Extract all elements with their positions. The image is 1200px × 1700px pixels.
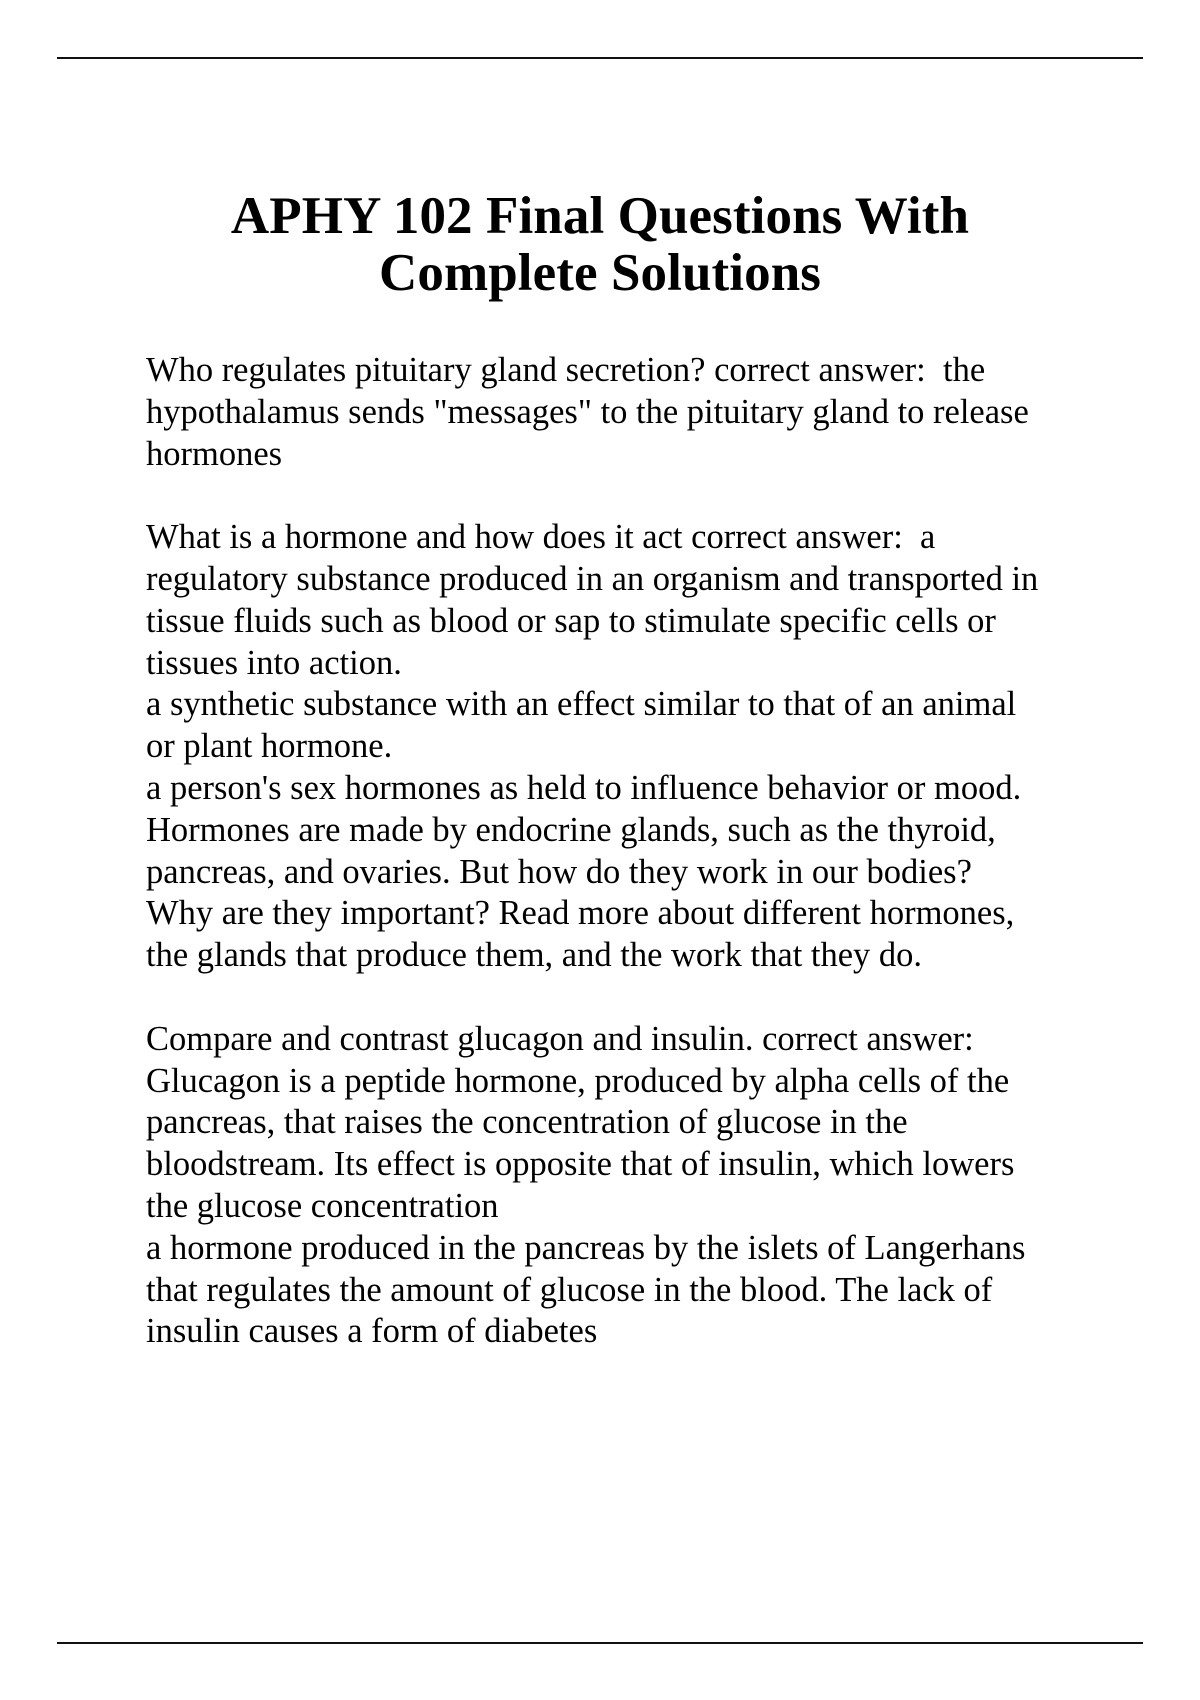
text-line: insulin causes a form of diabetes [146, 1312, 598, 1351]
text-line: Compare and contrast glucagon and insulin. correct answer: [146, 1019, 974, 1058]
document-body [146, 350, 1106, 1395]
qa-paragraph-hormone [146, 517, 1106, 977]
text-line: the glands that produce them, and the work that they do. [146, 936, 923, 975]
text-line: a hormone produced in the pancreas by the islets of Langerhans [146, 1228, 1026, 1267]
qa-paragraph-pituitary [146, 350, 1106, 475]
text-line: hypothalamus sends "messages" to the pituitary gland to release [146, 392, 1029, 431]
text-line: a synthetic substance with an effect similar to that of an animal [146, 685, 1017, 724]
bottom-rule [57, 1642, 1143, 1644]
text-line: the glucose concentration [146, 1186, 499, 1225]
text-line: a person's sex hormones as held to influence behavior or mood. [146, 768, 1022, 807]
text-line: regulatory substance produced in an organism and transported in [146, 559, 1039, 598]
top-rule [57, 57, 1143, 59]
text-line: tissue fluids such as blood or sap to stimulate specific cells or [146, 601, 996, 640]
text-line: Hormones are made by endocrine glands, such as the thyroid, [146, 810, 996, 849]
qa-paragraph-glucagon-insulin [146, 1019, 1106, 1353]
text-line: What is a hormone and how does it act correct answer: a [146, 518, 936, 557]
title-line: Complete Solutions [378, 244, 822, 302]
text-line: tissues into action. [146, 643, 402, 682]
text-line: bloodstream. Its effect is opposite that of insulin, which lowers [146, 1145, 1015, 1184]
text-line: pancreas, that raises the concentration of glucose in the [146, 1103, 908, 1142]
text-line: hormones [146, 434, 283, 473]
document-title [120, 188, 1080, 302]
text-line: that regulates the amount of glucose in the blood. The lack of [146, 1270, 993, 1309]
text-line: Glucagon is a peptide hormone, produced by alpha cells of the [146, 1061, 1010, 1100]
text-line: or plant hormone. [146, 727, 393, 766]
text-line: pancreas, and ovaries. But how do they work in our bodies? [146, 852, 972, 891]
text-line: Why are they important? Read more about different hormones, [146, 894, 1015, 933]
text-line: Who regulates pituitary gland secretion? correct answer: the [146, 351, 986, 389]
title-line: APHY 102 Final Questions With [230, 187, 970, 245]
